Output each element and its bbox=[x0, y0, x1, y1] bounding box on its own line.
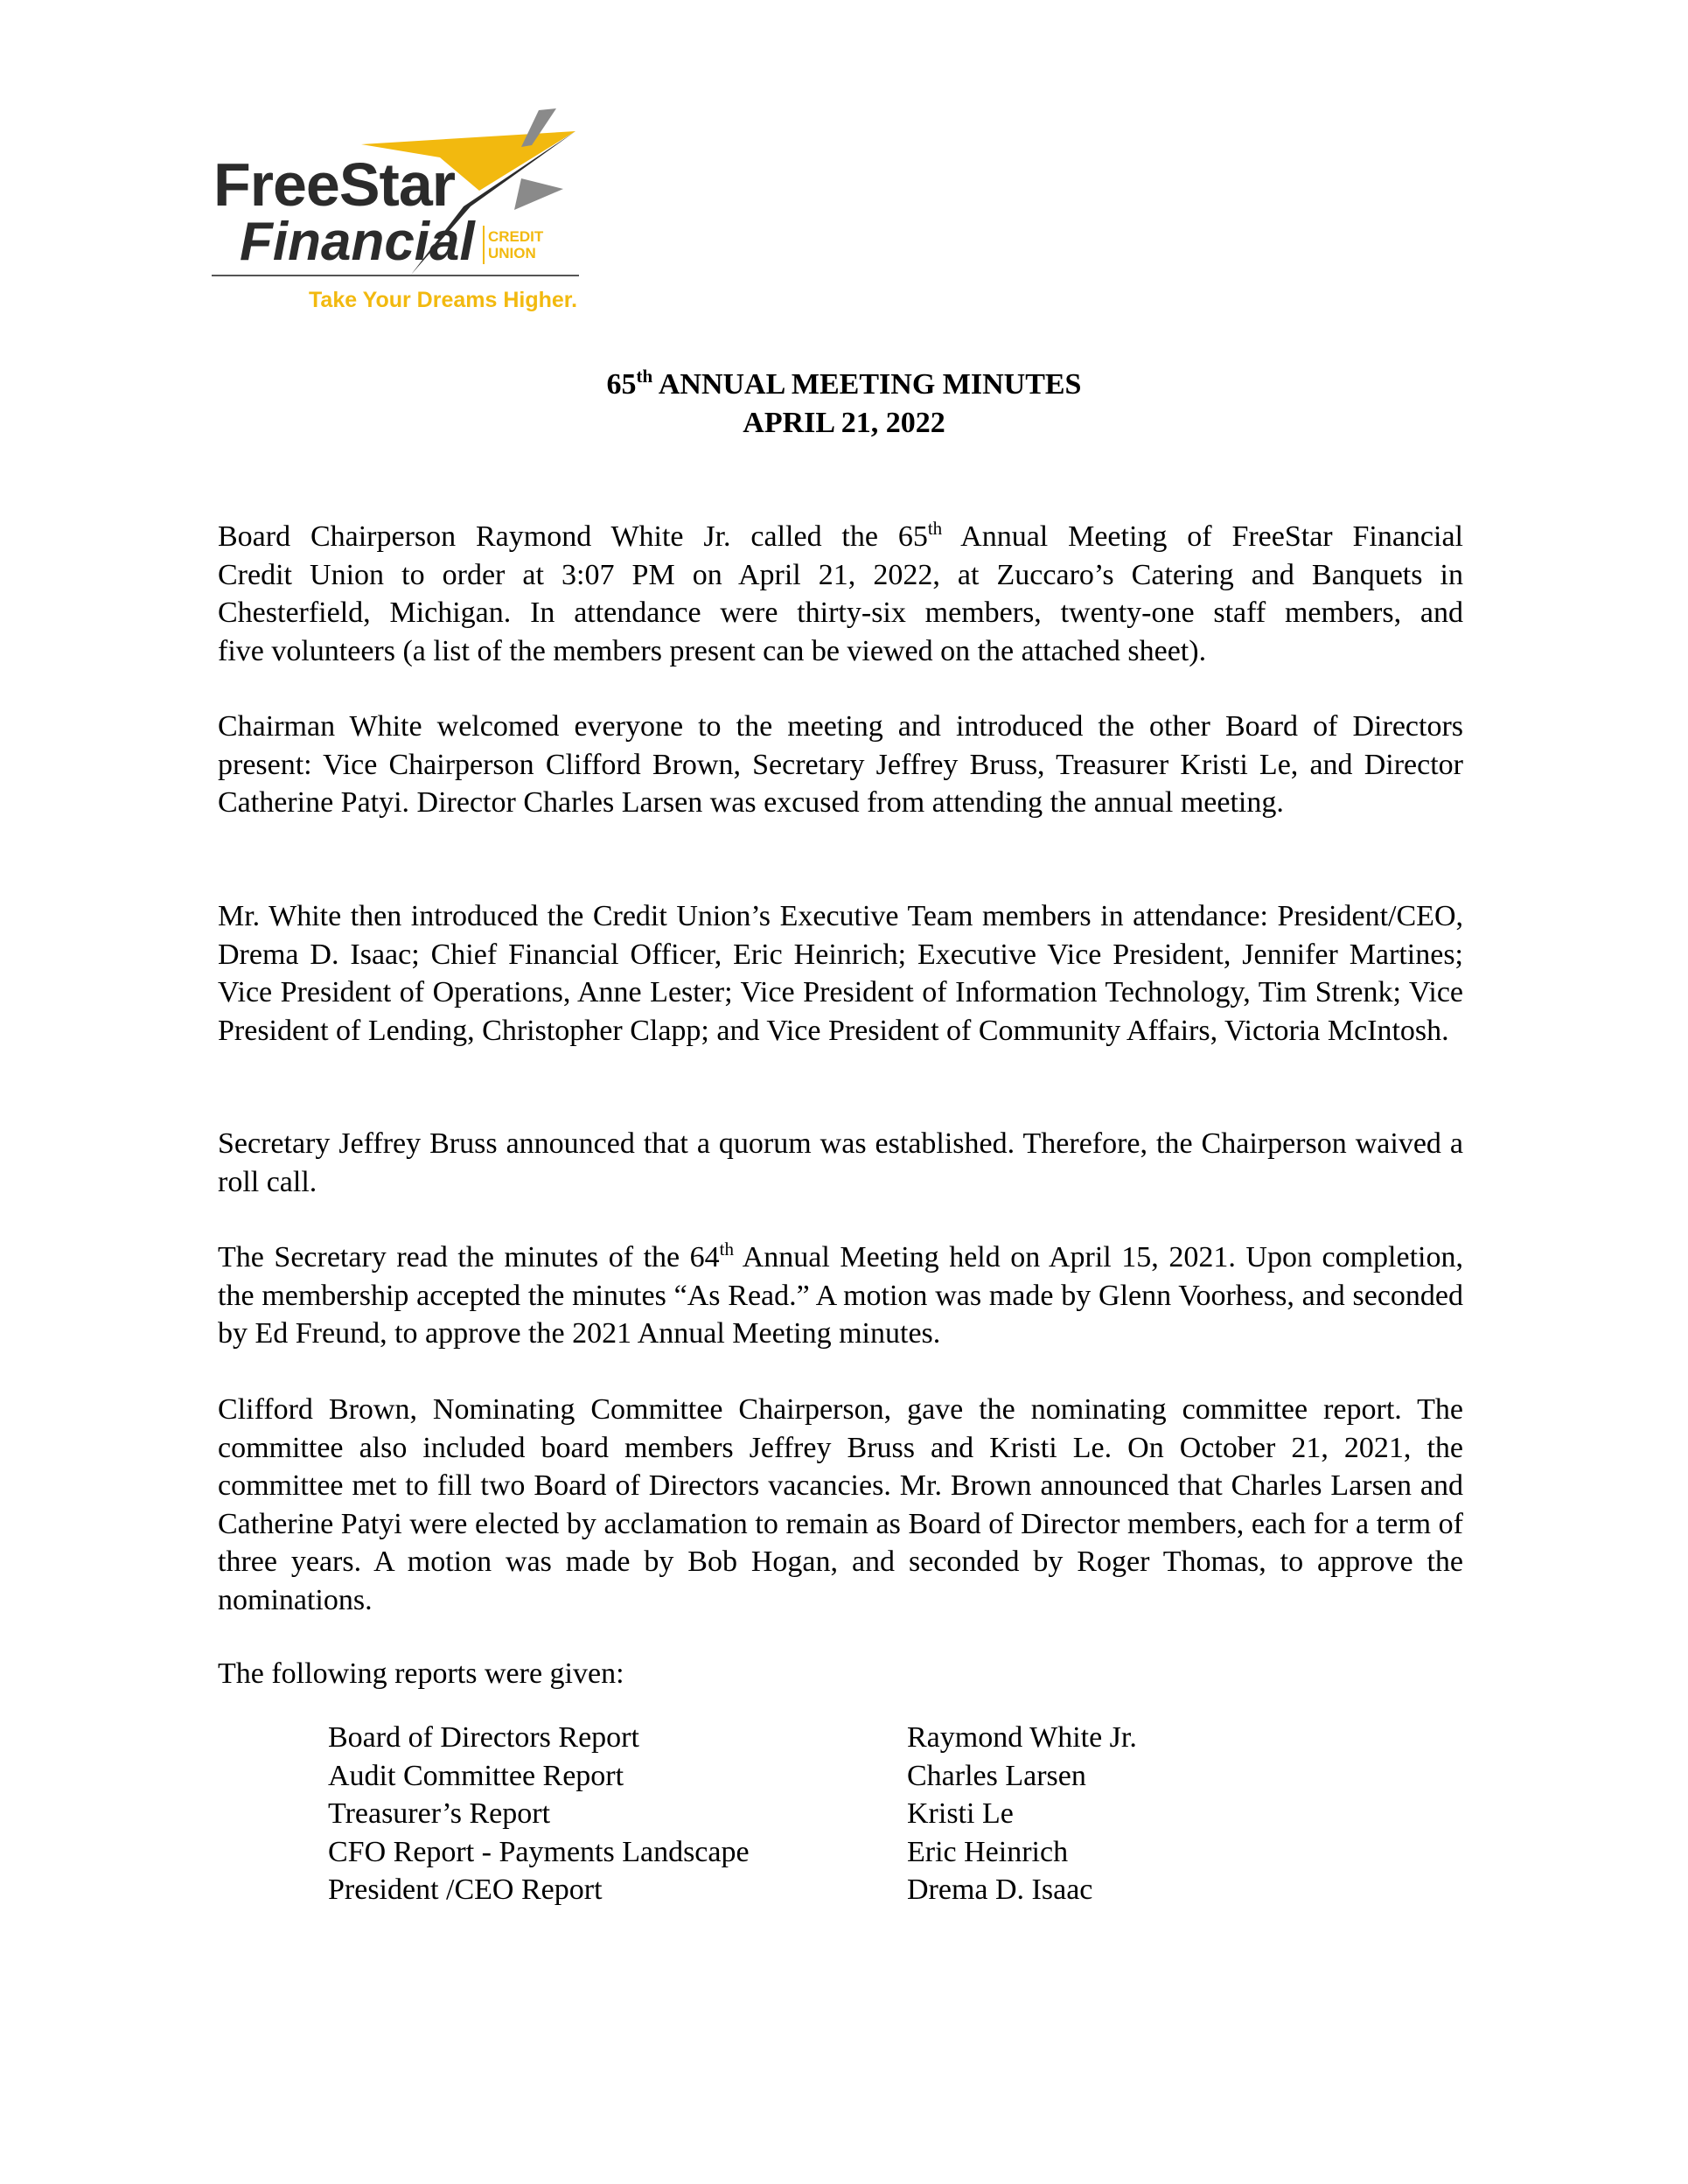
document-title bbox=[0, 366, 1688, 404]
paragraph-reports-intro: The following reports were given: bbox=[218, 1657, 624, 1690]
report-title: Treasurer’s Report bbox=[328, 1797, 551, 1830]
report-presenter: Kristi Le bbox=[907, 1797, 1014, 1830]
report-row bbox=[328, 1795, 1378, 1833]
freestar-logo bbox=[208, 103, 593, 322]
paragraph-quorum: Secretary Jeffrey Bruss announced that a quorum was established. Therefore, the Chairperson waived a roll call. bbox=[218, 1127, 1463, 1198]
report-row bbox=[328, 1719, 1378, 1757]
logo-wordmark-bottom: Financial bbox=[240, 212, 475, 272]
title-text: ANNUAL MEETING MINUTES bbox=[652, 368, 1082, 401]
logo-divider bbox=[212, 275, 579, 276]
report-title: CFO Report - Payments Landscape bbox=[328, 1835, 750, 1868]
report-title: Board of Directors Report bbox=[328, 1721, 639, 1754]
paragraph-line: Chesterfield, Michigan. In attendance were thirty-six members, twenty-one staff members, and bbox=[218, 597, 1463, 629]
paragraph-line bbox=[218, 518, 1463, 556]
report-presenter: Drema D. Isaac bbox=[907, 1873, 1093, 1906]
report-title: President /CEO Report bbox=[328, 1873, 603, 1906]
logo-credit-union-badge bbox=[488, 228, 567, 262]
report-row bbox=[328, 1833, 1378, 1872]
paragraph-executive-team: Mr. White then introduced the Credit Union’s Executive Team members in attendance: President/CEO, Drema D. Isaac; Chief Financial Officer, Eric Heinrich; Executive Vice President, Jennifer Martines; Vice President of Operations, Anne Lester; Vice President of Information Technology, Tim Strenk; Vice President of Lending, Christopher Clapp; and Vice President of Community Affairs, Victoria McIntosh. bbox=[218, 900, 1463, 1047]
paragraph-line: five volunteers (a list of the members present can be viewed on the attached sheet). bbox=[218, 634, 1207, 667]
report-presenter: Raymond White Jr. bbox=[907, 1721, 1137, 1754]
title-ordinal: 65 bbox=[606, 368, 637, 401]
paragraph-previous-minutes bbox=[218, 1239, 1463, 1353]
paragraph-board-introductions: Chairman White welcomed everyone to the meeting and introduced the other Board of Directors present: Vice Chairperson Clifford Brown, Secretary Jeffrey Bruss, Treasurer Kristi Le, and Director Catherine Patyi. Director Charles Larsen was excused from attending the annual meeting. bbox=[218, 710, 1463, 819]
logo-wordmark-top: FreeStar bbox=[213, 150, 456, 219]
p5-text-a: The Secretary read the minutes of the 64 bbox=[218, 1241, 720, 1273]
paragraph-line: Credit Union to order at 3:07 PM on April 21, 2022, at Zuccaro’s Catering and Banquets in bbox=[218, 558, 1463, 591]
paragraph-nominating-committee: Clifford Brown, Nominating Committee Chairperson, gave the nominating committee report. The committee also included board members Jeffrey Bruss and Kristi Le. On October 21, 2021, the committee met to fill two Board of Directors vacancies. Mr. Brown announced that Charles Larsen and Catherine Patyi were elected by acclamation to remain as Board of Director members, each for a term of three years. A motion was made by Bob Hogan, and seconded by Roger Thomas, to approve the nominations. bbox=[218, 1393, 1463, 1616]
report-presenter: Charles Larsen bbox=[907, 1759, 1086, 1792]
logo-badge-line1: CREDIT bbox=[488, 228, 544, 245]
p1-sup: th bbox=[927, 518, 943, 539]
logo-tagline: Take Your Dreams Higher. bbox=[309, 288, 578, 312]
paragraph-call-to-order bbox=[218, 518, 1463, 670]
report-row bbox=[328, 1757, 1378, 1796]
p1-text-b: Annual Meeting of FreeStar Financial bbox=[942, 520, 1464, 553]
document-date: APRIL 21, 2022 bbox=[743, 407, 945, 439]
p5-text-b: Annual Meeting held on April 15, 2021. Upon completion, the membership accepted the minutes “As Read.” A motion was made by Glenn Voorhess, and seconded by Ed Freund, to approve the 2021 Annual Meeting minutes. bbox=[218, 1241, 1463, 1350]
p5-sup: th bbox=[719, 1239, 735, 1259]
logo-badge-line2: UNION bbox=[488, 245, 536, 262]
report-presenter: Eric Heinrich bbox=[907, 1835, 1069, 1868]
p1-text-a: Board Chairperson Raymond White Jr. called the 65 bbox=[218, 520, 928, 553]
report-title: Audit Committee Report bbox=[328, 1759, 624, 1792]
report-row bbox=[328, 1871, 1378, 1909]
title-ordinal-suffix: th bbox=[636, 366, 653, 387]
reports-list bbox=[328, 1719, 1378, 1909]
